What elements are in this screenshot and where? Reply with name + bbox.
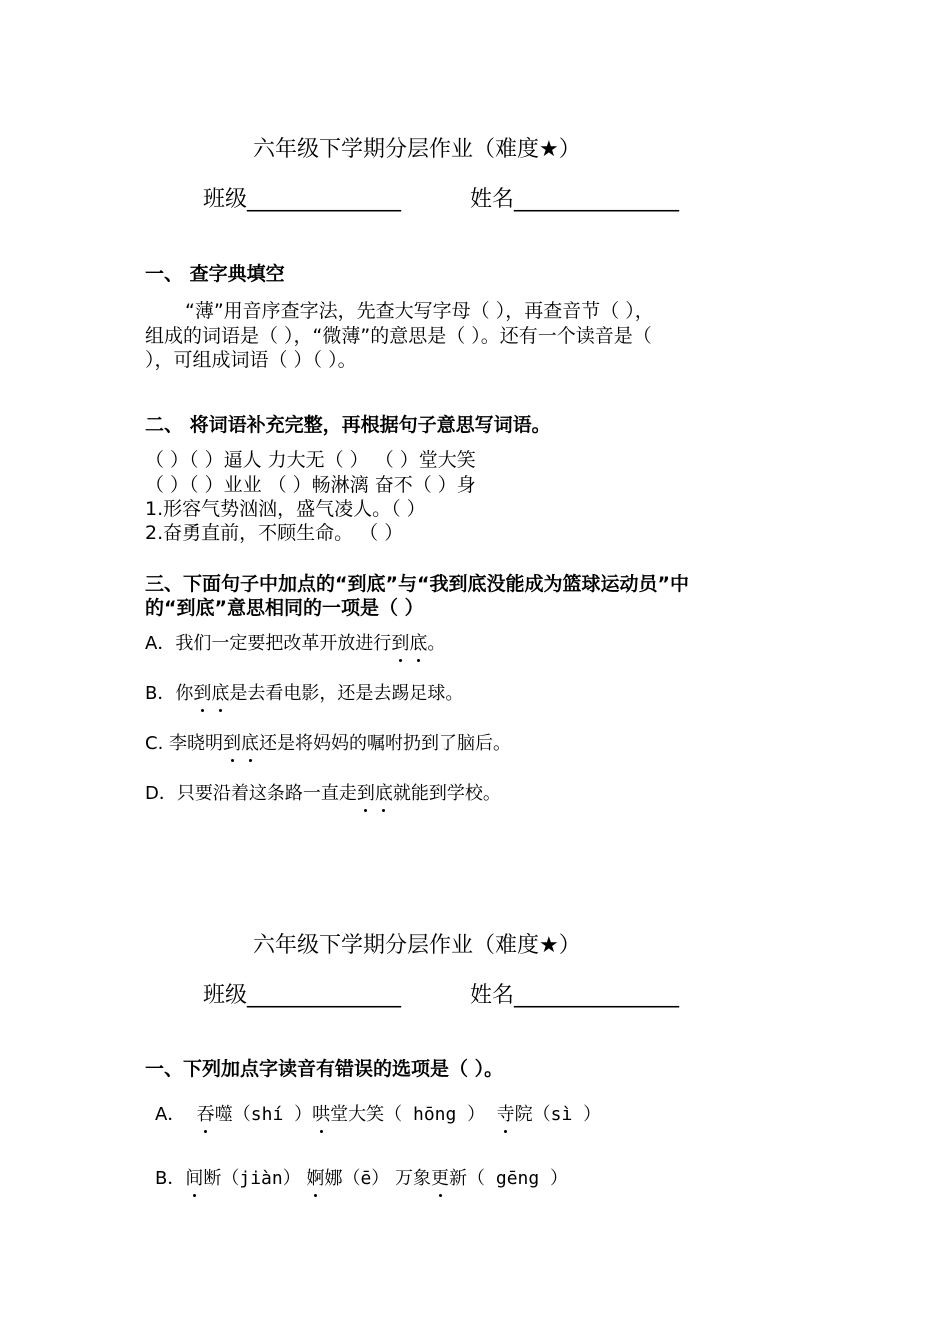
sheet1-q3-option-c: C. 李晓明到底还是将妈妈的嘱咐扔到了脑后。 bbox=[145, 733, 512, 754]
emphasis-char: 吞 bbox=[196, 1104, 215, 1125]
sheet2-q1-option-b: B．间断（jiàn） 婀娜（ē） 万象更新（ gēng ） bbox=[155, 1168, 569, 1189]
emphasis-char: 底 bbox=[241, 733, 260, 754]
sheet1-q1-line1: “薄”用音序查字法，先查大写字母（ ），再查音节（ ）， bbox=[185, 300, 654, 322]
sheet1-q2-line1: （ ）（ ）逼人 力大无（ ） （ ）堂大笑 bbox=[145, 449, 476, 471]
emphasis-char: 哄 bbox=[312, 1104, 331, 1125]
sheet1-q1-line2: 组成的词语是（ ），“微薄”的意思是（ ）。还有一个读音是（ bbox=[145, 325, 652, 347]
emphasis-char: 底 bbox=[211, 683, 230, 704]
emphasis-char: 寺 bbox=[496, 1104, 515, 1125]
sheet1-q2-heading: 二、 将词语补充完整，再根据句子意思写词语。 bbox=[145, 414, 551, 436]
emphasis-char: 婀 bbox=[306, 1168, 325, 1189]
emphasis-char: 底 bbox=[409, 633, 428, 654]
emphasis-char: 到 bbox=[356, 783, 375, 804]
emphasis-char: 到 bbox=[193, 683, 212, 704]
sheet2-q1-option-a: A． 吞噬（shí ）哄堂大笑（ hōng ） 寺院（sì ） bbox=[155, 1104, 602, 1125]
sheet1-q3-option-b: B．你到底是去看电影，还是去踢足球。 bbox=[145, 683, 464, 704]
sheet1-q3-heading-line2: 的“到底”意思相同的一项是（ ） bbox=[145, 597, 424, 619]
emphasis-char: 更 bbox=[431, 1168, 450, 1189]
emphasis-char: 间 bbox=[185, 1168, 204, 1189]
sheet1-q2-line2: （ ）（ ）业业 （ ）畅淋漓 奋不（ ）身 bbox=[145, 474, 476, 496]
sheet1-q2-line3: 1.形容气势汹汹，盛气凌人。（ ） bbox=[145, 498, 426, 520]
sheet2-class-field[interactable]: 班级______________ bbox=[203, 983, 402, 1008]
emphasis-char: 到 bbox=[223, 733, 242, 754]
sheet1-q1-line3: ），可组成词语（ ）（ ）。 bbox=[145, 349, 357, 371]
emphasis-char: 底 bbox=[374, 783, 393, 804]
sheet1-q1-heading: 一、 查字典填空 bbox=[145, 263, 285, 285]
emphasis-char: 到 bbox=[391, 633, 410, 654]
sheet1-q3-option-a: A．我们一定要把改革开放进行到底。 bbox=[145, 633, 446, 654]
sheet1-q2-line4: 2.奋勇直前，不顾生命。 （ ） bbox=[145, 522, 404, 544]
sheet2-name-field[interactable]: 姓名_______________ bbox=[470, 983, 680, 1008]
sheet1-q3-heading-line1: 三、下面句子中加点的“到底”与“我到底没能成为篮球运动员”中 bbox=[145, 573, 689, 595]
sheet1-title: 六年级下学期分层作业（难度★） bbox=[253, 137, 581, 162]
sheet1-q3-option-d: D．只要沿着这条路一直走到底就能到学校。 bbox=[145, 783, 501, 804]
sheet2-q1-heading: 一、下列加点字读音有错误的选项是（ ）。 bbox=[145, 1058, 504, 1080]
sheet2-title: 六年级下学期分层作业（难度★） bbox=[253, 933, 581, 958]
sheet1-name-field[interactable]: 姓名_______________ bbox=[470, 187, 680, 212]
sheet1-class-field[interactable]: 班级______________ bbox=[203, 187, 402, 212]
